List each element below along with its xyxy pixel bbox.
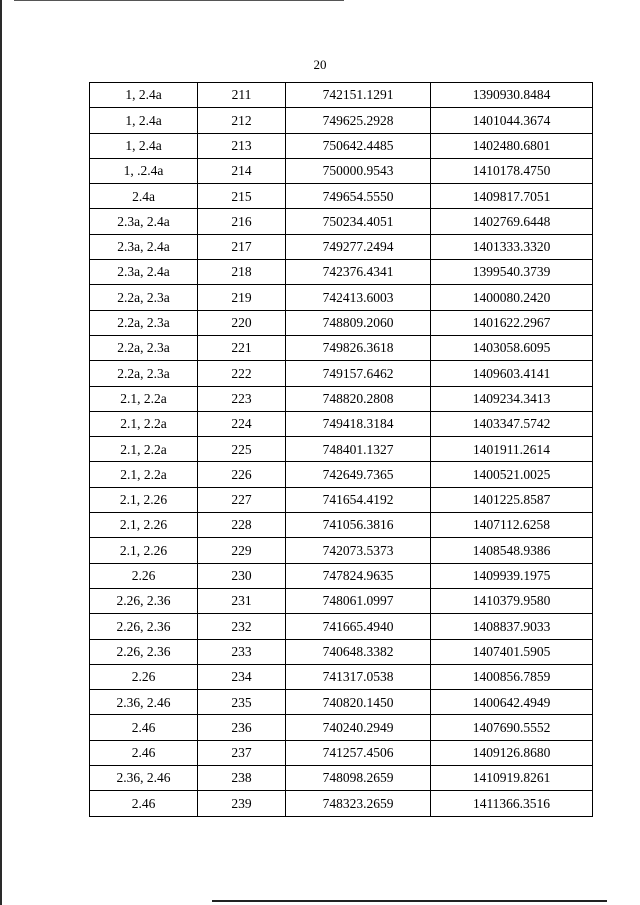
y-coordinate-cell: 1409817.7051 bbox=[431, 184, 593, 209]
point-number-cell: 226 bbox=[198, 462, 286, 487]
table-row bbox=[90, 234, 593, 259]
zone-cell: 2.46 bbox=[90, 791, 198, 816]
y-coordinate-cell: 1400521.0025 bbox=[431, 462, 593, 487]
table-row bbox=[90, 108, 593, 133]
x-coordinate-cell: 741665.4940 bbox=[286, 614, 431, 639]
point-number-cell: 230 bbox=[198, 563, 286, 588]
x-coordinate-cell: 742413.6003 bbox=[286, 285, 431, 310]
table-row bbox=[90, 437, 593, 462]
zone-cell: 2.26, 2.36 bbox=[90, 614, 198, 639]
table-row bbox=[90, 588, 593, 613]
zone-cell: 2.26 bbox=[90, 563, 198, 588]
zone-cell: 1, .2.4a bbox=[90, 158, 198, 183]
y-coordinate-cell: 1403058.6095 bbox=[431, 335, 593, 360]
point-number-cell: 232 bbox=[198, 614, 286, 639]
point-number-cell: 219 bbox=[198, 285, 286, 310]
y-coordinate-cell: 1408837.9033 bbox=[431, 614, 593, 639]
zone-cell: 2.46 bbox=[90, 715, 198, 740]
table-row bbox=[90, 639, 593, 664]
point-number-cell: 227 bbox=[198, 487, 286, 512]
table-row bbox=[90, 740, 593, 765]
x-coordinate-cell: 742649.7365 bbox=[286, 462, 431, 487]
table-row bbox=[90, 563, 593, 588]
zone-cell: 2.1, 2.26 bbox=[90, 487, 198, 512]
zone-cell: 2.1, 2.26 bbox=[90, 513, 198, 538]
table-row bbox=[90, 209, 593, 234]
zone-cell: 1, 2.4a bbox=[90, 83, 198, 108]
table-row bbox=[90, 158, 593, 183]
table-row bbox=[90, 310, 593, 335]
zone-cell: 2.3a, 2.4a bbox=[90, 260, 198, 285]
y-coordinate-cell: 1402769.6448 bbox=[431, 209, 593, 234]
point-number-cell: 229 bbox=[198, 538, 286, 563]
zone-cell: 1, 2.4a bbox=[90, 133, 198, 158]
point-number-cell: 228 bbox=[198, 513, 286, 538]
point-number-cell: 221 bbox=[198, 335, 286, 360]
x-coordinate-cell: 749826.3618 bbox=[286, 335, 431, 360]
x-coordinate-cell: 740240.2949 bbox=[286, 715, 431, 740]
x-coordinate-cell: 749625.2928 bbox=[286, 108, 431, 133]
table-row bbox=[90, 614, 593, 639]
table-row bbox=[90, 513, 593, 538]
y-coordinate-cell: 1411366.3516 bbox=[431, 791, 593, 816]
point-number-cell: 223 bbox=[198, 386, 286, 411]
zone-cell: 2.1, 2.2a bbox=[90, 462, 198, 487]
zone-cell: 2.3a, 2.4a bbox=[90, 234, 198, 259]
zone-cell: 2.2a, 2.3a bbox=[90, 285, 198, 310]
y-coordinate-cell: 1409234.3413 bbox=[431, 386, 593, 411]
y-coordinate-cell: 1401911.2614 bbox=[431, 437, 593, 462]
table-row bbox=[90, 715, 593, 740]
y-coordinate-cell: 1390930.8484 bbox=[431, 83, 593, 108]
zone-cell: 2.36, 2.46 bbox=[90, 690, 198, 715]
x-coordinate-cell: 741056.3816 bbox=[286, 513, 431, 538]
x-coordinate-cell: 740648.3382 bbox=[286, 639, 431, 664]
point-number-cell: 214 bbox=[198, 158, 286, 183]
y-coordinate-cell: 1401622.2967 bbox=[431, 310, 593, 335]
zone-cell: 2.1, 2.2a bbox=[90, 411, 198, 436]
point-number-cell: 224 bbox=[198, 411, 286, 436]
zone-cell: 2.36, 2.46 bbox=[90, 766, 198, 791]
point-number-cell: 218 bbox=[198, 260, 286, 285]
y-coordinate-cell: 1400080.2420 bbox=[431, 285, 593, 310]
x-coordinate-cell: 748323.2659 bbox=[286, 791, 431, 816]
x-coordinate-cell: 750234.4051 bbox=[286, 209, 431, 234]
point-number-cell: 222 bbox=[198, 361, 286, 386]
point-number-cell: 231 bbox=[198, 588, 286, 613]
y-coordinate-cell: 1409939.1975 bbox=[431, 563, 593, 588]
page-number: 20 bbox=[313, 57, 327, 72]
x-coordinate-cell: 748809.2060 bbox=[286, 310, 431, 335]
table-row bbox=[90, 83, 593, 108]
y-coordinate-cell: 1400642.4949 bbox=[431, 690, 593, 715]
y-coordinate-cell: 1400856.7859 bbox=[431, 664, 593, 689]
coordinates-table-body bbox=[90, 83, 593, 817]
point-number-cell: 236 bbox=[198, 715, 286, 740]
x-coordinate-cell: 750642.4485 bbox=[286, 133, 431, 158]
point-number-cell: 237 bbox=[198, 740, 286, 765]
x-coordinate-cell: 747824.9635 bbox=[286, 563, 431, 588]
y-coordinate-cell: 1401225.8587 bbox=[431, 487, 593, 512]
x-coordinate-cell: 748401.1327 bbox=[286, 437, 431, 462]
table-row bbox=[90, 184, 593, 209]
table-row bbox=[90, 133, 593, 158]
point-number-cell: 217 bbox=[198, 234, 286, 259]
point-number-cell: 239 bbox=[198, 791, 286, 816]
y-coordinate-cell: 1410919.8261 bbox=[431, 766, 593, 791]
y-coordinate-cell: 1409126.8680 bbox=[431, 740, 593, 765]
y-coordinate-cell: 1402480.6801 bbox=[431, 133, 593, 158]
x-coordinate-cell: 748098.2659 bbox=[286, 766, 431, 791]
zone-cell: 1, 2.4a bbox=[90, 108, 198, 133]
x-coordinate-cell: 749157.6462 bbox=[286, 361, 431, 386]
x-coordinate-cell: 741257.4506 bbox=[286, 740, 431, 765]
y-coordinate-cell: 1407690.5552 bbox=[431, 715, 593, 740]
x-coordinate-cell: 750000.9543 bbox=[286, 158, 431, 183]
zone-cell: 2.1, 2.2a bbox=[90, 386, 198, 411]
y-coordinate-cell: 1403347.5742 bbox=[431, 411, 593, 436]
table-row bbox=[90, 791, 593, 816]
table-row bbox=[90, 335, 593, 360]
table-row bbox=[90, 538, 593, 563]
y-coordinate-cell: 1410178.4750 bbox=[431, 158, 593, 183]
x-coordinate-cell: 749654.5550 bbox=[286, 184, 431, 209]
point-number-cell: 225 bbox=[198, 437, 286, 462]
zone-cell: 2.26, 2.36 bbox=[90, 639, 198, 664]
x-coordinate-cell: 740820.1450 bbox=[286, 690, 431, 715]
point-number-cell: 234 bbox=[198, 664, 286, 689]
table-row bbox=[90, 285, 593, 310]
x-coordinate-cell: 749277.2494 bbox=[286, 234, 431, 259]
zone-cell: 2.4a bbox=[90, 184, 198, 209]
zone-cell: 2.2a, 2.3a bbox=[90, 361, 198, 386]
x-coordinate-cell: 741317.0538 bbox=[286, 664, 431, 689]
point-number-cell: 233 bbox=[198, 639, 286, 664]
table-row bbox=[90, 766, 593, 791]
y-coordinate-cell: 1401044.3674 bbox=[431, 108, 593, 133]
x-coordinate-cell: 749418.3184 bbox=[286, 411, 431, 436]
x-coordinate-cell: 741654.4192 bbox=[286, 487, 431, 512]
point-number-cell: 211 bbox=[198, 83, 286, 108]
table-row bbox=[90, 690, 593, 715]
zone-cell: 2.26 bbox=[90, 664, 198, 689]
table-row bbox=[90, 260, 593, 285]
scan-line-bottom bbox=[212, 900, 607, 902]
table-row bbox=[90, 664, 593, 689]
zone-cell: 2.1, 2.2a bbox=[90, 437, 198, 462]
table-row bbox=[90, 462, 593, 487]
point-number-cell: 220 bbox=[198, 310, 286, 335]
table-row bbox=[90, 411, 593, 436]
y-coordinate-cell: 1407112.6258 bbox=[431, 513, 593, 538]
point-number-cell: 235 bbox=[198, 690, 286, 715]
x-coordinate-cell: 742073.5373 bbox=[286, 538, 431, 563]
y-coordinate-cell: 1407401.5905 bbox=[431, 639, 593, 664]
zone-cell: 2.26, 2.36 bbox=[90, 588, 198, 613]
zone-cell: 2.3a, 2.4a bbox=[90, 209, 198, 234]
point-number-cell: 216 bbox=[198, 209, 286, 234]
table-row bbox=[90, 487, 593, 512]
point-number-cell: 212 bbox=[198, 108, 286, 133]
y-coordinate-cell: 1399540.3739 bbox=[431, 260, 593, 285]
zone-cell: 2.46 bbox=[90, 740, 198, 765]
table-row bbox=[90, 386, 593, 411]
point-number-cell: 213 bbox=[198, 133, 286, 158]
y-coordinate-cell: 1401333.3320 bbox=[431, 234, 593, 259]
x-coordinate-cell: 748061.0997 bbox=[286, 588, 431, 613]
x-coordinate-cell: 748820.2808 bbox=[286, 386, 431, 411]
table-row bbox=[90, 361, 593, 386]
x-coordinate-cell: 742376.4341 bbox=[286, 260, 431, 285]
point-number-cell: 238 bbox=[198, 766, 286, 791]
zone-cell: 2.2a, 2.3a bbox=[90, 335, 198, 360]
x-coordinate-cell: 742151.1291 bbox=[286, 83, 431, 108]
scan-edge-left bbox=[0, 0, 2, 905]
coordinates-table bbox=[89, 82, 593, 817]
zone-cell: 2.2a, 2.3a bbox=[90, 310, 198, 335]
y-coordinate-cell: 1410379.9580 bbox=[431, 588, 593, 613]
point-number-cell: 215 bbox=[198, 184, 286, 209]
zone-cell: 2.1, 2.26 bbox=[90, 538, 198, 563]
y-coordinate-cell: 1408548.9386 bbox=[431, 538, 593, 563]
y-coordinate-cell: 1409603.4141 bbox=[431, 361, 593, 386]
scan-line-top bbox=[14, 0, 344, 1]
